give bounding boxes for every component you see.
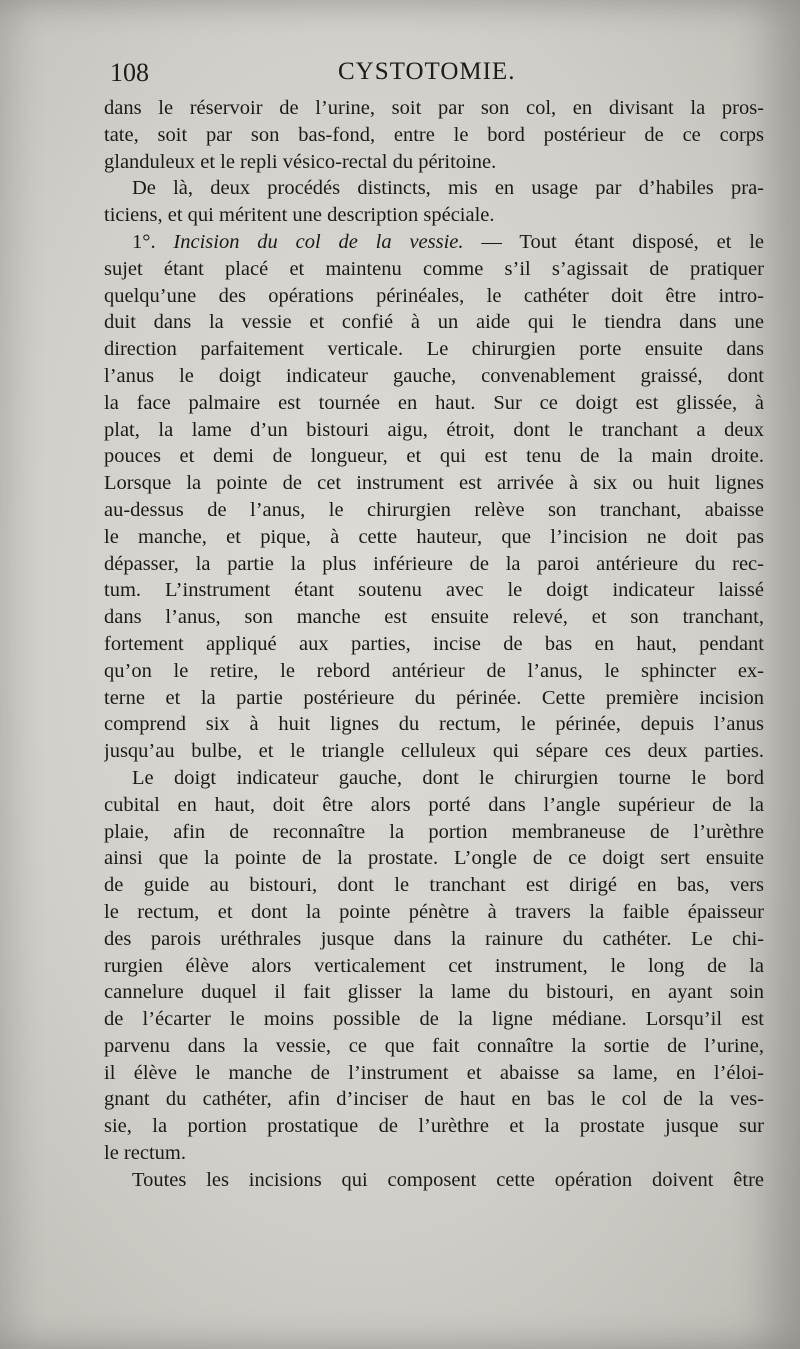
page-header <box>110 58 770 90</box>
text-line: comprend six à huit lignes du rectum, le périnée, depuis l’anus <box>104 713 764 736</box>
text-line: glanduleux et le repli vésico-rectal du péritoine. <box>104 150 497 173</box>
text-line: duit dans la vessie et confié à un aide qui le tiendra dans une <box>104 311 764 334</box>
text-line: ainsi que la pointe de la prostate. L’ongle de ce doigt sert ensuite <box>104 847 764 870</box>
running-title: CYSTOTOMIE. <box>338 58 516 85</box>
text-line: il élève le manche de l’instrument et abaisse sa lame, en l’éloi- <box>104 1061 764 1084</box>
text-line: Lorsque la pointe de cet instrument est arrivée à six ou huit lignes <box>104 472 764 495</box>
text-line: parvenu dans la vessie, ce que fait connaître la sortie de l’urine, <box>104 1034 764 1057</box>
body-text <box>104 95 764 1194</box>
section-number: 1°. <box>132 230 156 253</box>
text-line: cubital en haut, doit être alors porté dans l’angle supérieur de la <box>104 793 764 816</box>
text-line: gnant du cathéter, afin d’inciser de haut en bas le col de la ves- <box>104 1088 764 1111</box>
page-number: 108 <box>110 58 149 87</box>
text-line: sujet étant placé et maintenu comme s’il s’agissait de pratiquer <box>104 257 764 280</box>
section-heading-line <box>104 229 764 256</box>
text-line: le rectum, et dont la pointe pénètre à travers la faible épaisseur <box>104 900 764 923</box>
text-line: qu’on le retire, le rebord antérieur de l’anus, le sphincter ex- <box>104 659 764 682</box>
text-line: jusqu’au bulbe, et le triangle celluleux qui sépare ces deux parties. <box>104 740 764 763</box>
paragraph-start-line: Toutes les incisions qui composent cette opération doivent être <box>132 1168 764 1191</box>
text-line: dépasser, la partie la plus inférieure de la paroi antérieure du rec- <box>104 552 764 575</box>
text-line: sie, la portion prostatique de l’urèthre et la prostate jusque sur <box>104 1115 764 1138</box>
text-line: plat, la lame d’un bistouri aigu, étroit, dont le tranchant a deux <box>104 418 764 441</box>
paragraph-start-line: De là, deux procédés distincts, mis en usage par d’habiles pra- <box>132 177 764 200</box>
text-line: terne et la partie postérieure du périnée. Cette première incision <box>104 686 764 709</box>
text-line: la face palmaire est tournée en haut. Sur ce doigt est glissée, à <box>104 391 764 414</box>
text-line: dans l’anus, son manche est ensuite relevé, et son tranchant, <box>104 606 764 629</box>
text-line: de l’écarter le moins possible de la ligne médiane. Lorsqu’il est <box>104 1008 764 1031</box>
text-line: le rectum. <box>104 1142 186 1165</box>
section-title: Incision du col de la vessie. <box>173 230 464 253</box>
section-continuation: Tout étant disposé, et le <box>519 230 764 253</box>
text-line: fortement appliqué aux parties, incise de bas en haut, pendant <box>104 632 764 655</box>
text-line: ticiens, et qui méritent une description spéciale. <box>104 204 495 227</box>
text-line: quelqu’une des opérations périnéales, le cathéter doit être intro- <box>104 284 764 307</box>
paragraph-start-line: Le doigt indicateur gauche, dont le chirurgien tourne le bord <box>132 766 764 789</box>
text-line: de guide au bistouri, dont le tranchant est dirigé en bas, vers <box>104 874 764 897</box>
text-line: au-dessus de l’anus, le chirurgien relève son tranchant, abaisse <box>104 498 764 521</box>
text-line: rurgien élève alors verticalement cet instrument, le long de la <box>104 954 764 977</box>
text-line: direction parfaitement verticale. Le chirurgien porte ensuite dans <box>104 338 764 361</box>
text-line: tate, soit par son bas-fond, entre le bord postérieur de ce corps <box>104 123 764 146</box>
text-line: dans le réservoir de l’urine, soit par son col, en divisant la pros- <box>104 97 764 119</box>
text-line: cannelure duquel il fait glisser la lame du bistouri, en ayant soin <box>104 981 764 1004</box>
text-line: pouces et demi de longueur, et qui est tenu de la main droite. <box>104 445 764 468</box>
text-line: des parois uréthrales jusque dans la rainure du cathéter. Le chi- <box>104 927 764 950</box>
text-line: le manche, et pique, à cette hauteur, que l’incision ne doit pas <box>104 525 764 548</box>
text-line: tum. L’instrument étant soutenu avec le doigt indicateur laissé <box>104 579 764 602</box>
text-line: plaie, afin de reconnaître la portion membraneuse de l’urèthre <box>104 820 764 843</box>
text-line: l’anus le doigt indicateur gauche, convenablement graissé, dont <box>104 364 764 387</box>
section-dash: — <box>481 230 502 253</box>
